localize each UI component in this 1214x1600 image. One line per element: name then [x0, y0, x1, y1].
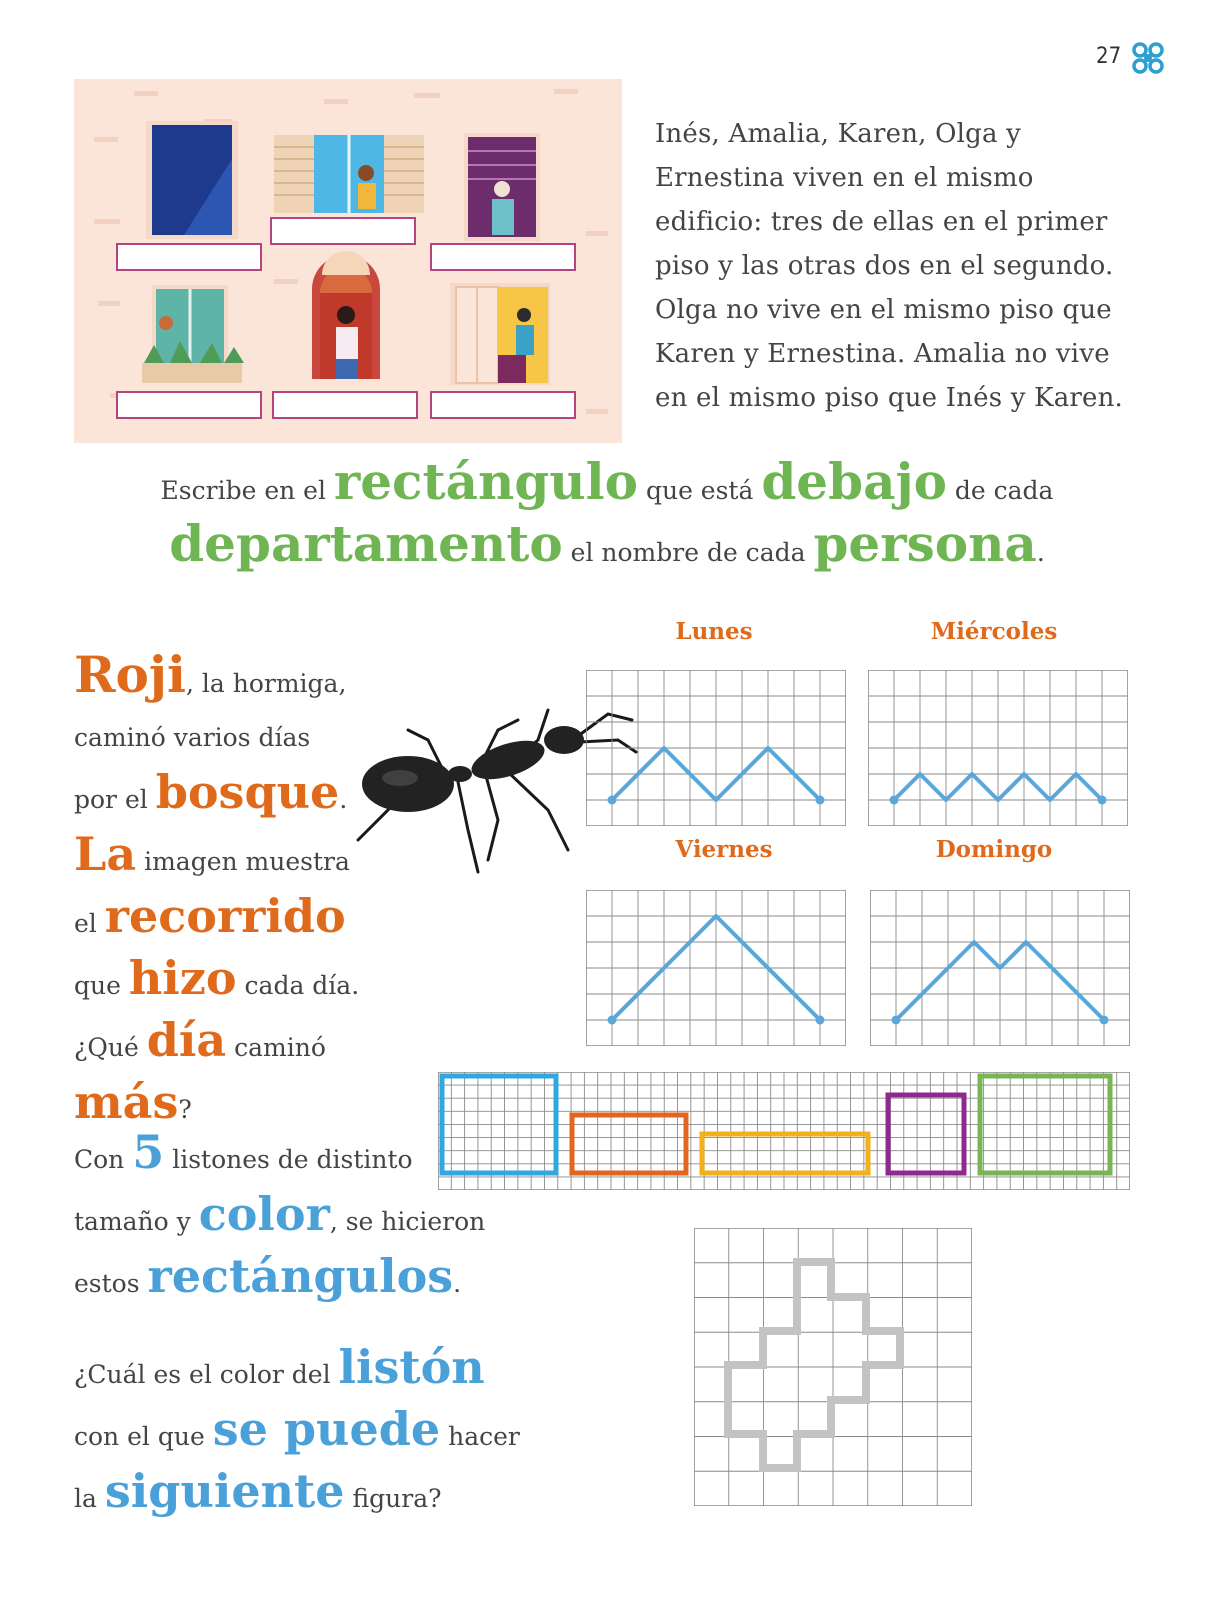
name-box-floor2-middle[interactable] [270, 217, 416, 245]
instruction-line-1: Escribe en el rectángulo que está debajo de cada [160, 452, 1054, 511]
orange-ribbon-rectangle [572, 1115, 686, 1173]
day-label-domingo: Domingo [935, 836, 1053, 863]
ant-problem-text: Roji, la hormiga, caminó varios días por el bosque. La imagen muestra el recorrido que hizo cada día. ¿Qué día caminó más? [74, 645, 360, 1129]
ribbon-rectangles-grid [438, 1072, 1130, 1190]
name-box-floor1-middle[interactable] [272, 391, 418, 419]
figure-grid [694, 1228, 972, 1506]
name-box-floor1-right[interactable] [430, 391, 576, 419]
day-label-viernes: Viernes [675, 836, 773, 863]
name-box-floor2-left[interactable] [116, 243, 262, 271]
path-grid-domingo [870, 890, 1130, 1046]
question-text: ¿Cuál es el color del listón con el que se puede hacer la siguiente figura? [74, 1340, 520, 1518]
day-label-miercoles: Miércoles [930, 618, 1058, 645]
path-grid-miercoles [868, 670, 1128, 826]
building-illustration [74, 79, 622, 443]
intro-paragraph: Inés, Amalia, Karen, Olga y Ernestina viven en el mismo edificio: tres de ellas en el primer piso y las otras dos en el segundo. Olga no vive en el mismo piso que Karen y Ernestina. Amalia no vive en el mismo piso que Inés y Karen. [655, 119, 1124, 413]
path-grid-viernes [586, 890, 846, 1046]
day-label-lunes: Lunes [675, 618, 753, 645]
name-box-floor1-left[interactable] [116, 391, 262, 419]
ribbon-problem-text: Con 5 listones de distinto tamaño y color, se hicieron estos rectángulos. [74, 1125, 486, 1303]
instruction-line-2: departamento el nombre de cada persona. [169, 514, 1045, 573]
page-number: 27 [1096, 44, 1122, 69]
target-figure-outline [728, 1262, 900, 1468]
purple-ribbon-rectangle [888, 1095, 964, 1173]
flower-logo-icon [1130, 40, 1166, 76]
path-grid-lunes [586, 670, 846, 826]
yellow-ribbon-rectangle [702, 1134, 868, 1173]
name-box-floor2-right[interactable] [430, 243, 576, 271]
